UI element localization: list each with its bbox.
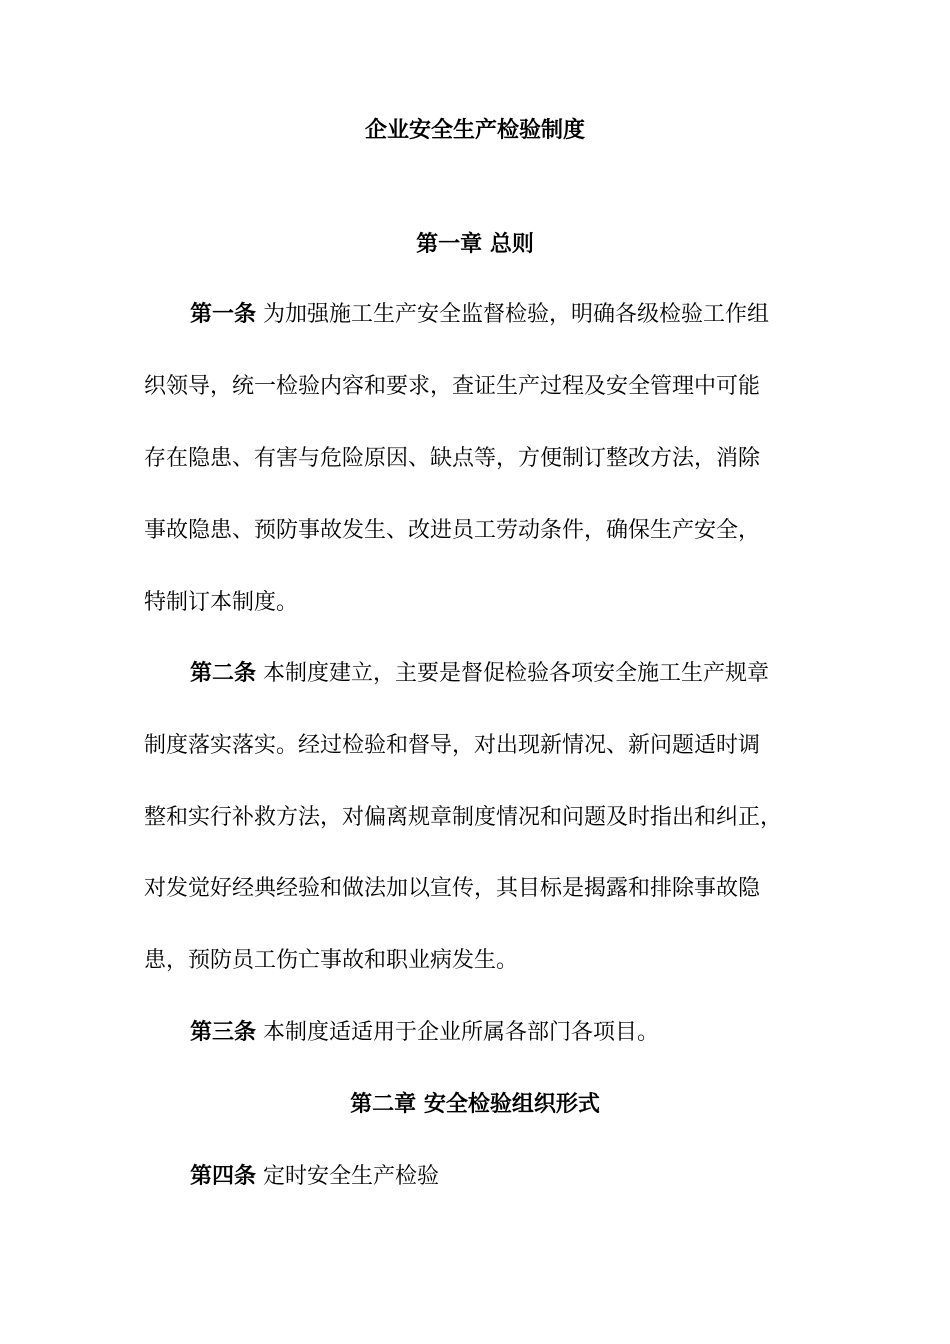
article-4-label: 第四条 xyxy=(190,1164,257,1189)
article-1-first-line xyxy=(190,298,769,332)
article-2-text: 本制度建立，主要是督促检验各项安全施工生产规章 xyxy=(263,661,770,686)
article-3-line xyxy=(190,1016,659,1050)
article-2-line-3: 整和实行补救方法，对偏离规章制度情况和问题及时指出和纠正， xyxy=(144,805,783,830)
article-4-text: 定时安全生产检验 xyxy=(263,1164,440,1189)
article-1-line-5: 特制订本制度。 xyxy=(144,590,299,615)
article-1-line-4: 事故隐患、预防事故发生、改进员工劳动条件，确保生产安全， xyxy=(144,518,761,543)
chapter-heading-1: 第一章 总则 xyxy=(416,232,534,257)
article-1-label: 第一条 xyxy=(190,302,257,327)
document-title: 企业安全生产检验制度 xyxy=(364,118,585,143)
article-2-first-line xyxy=(190,657,769,691)
article-3-text: 本制度适适用于企业所属各部门各项目。 xyxy=(263,1020,660,1045)
article-4-line xyxy=(190,1160,439,1194)
article-2-line-5: 患，预防员工伤亡事故和职业病发生。 xyxy=(144,948,519,973)
article-2-line-2: 制度落实落实。经过检验和督导，对出现新情况、新问题适时调 xyxy=(144,733,761,758)
article-1-line-2: 织领导，统一检验内容和要求，查证生产过程及安全管理中可能 xyxy=(144,374,761,399)
article-1-line-3: 存在隐患、有害与危险原因、缺点等，方便制订整改方法，消除 xyxy=(144,446,761,471)
article-2-label: 第二条 xyxy=(190,661,257,686)
article-2-line-4: 对发觉好经典经验和做法加以宣传，其目标是揭露和排除事故隐 xyxy=(144,876,761,901)
article-1-text: 为加强施工生产安全监督检验，明确各级检验工作组 xyxy=(263,302,770,327)
chapter-heading-2: 第二章 安全检验组织形式 xyxy=(350,1092,600,1117)
article-3-label: 第三条 xyxy=(190,1020,257,1045)
